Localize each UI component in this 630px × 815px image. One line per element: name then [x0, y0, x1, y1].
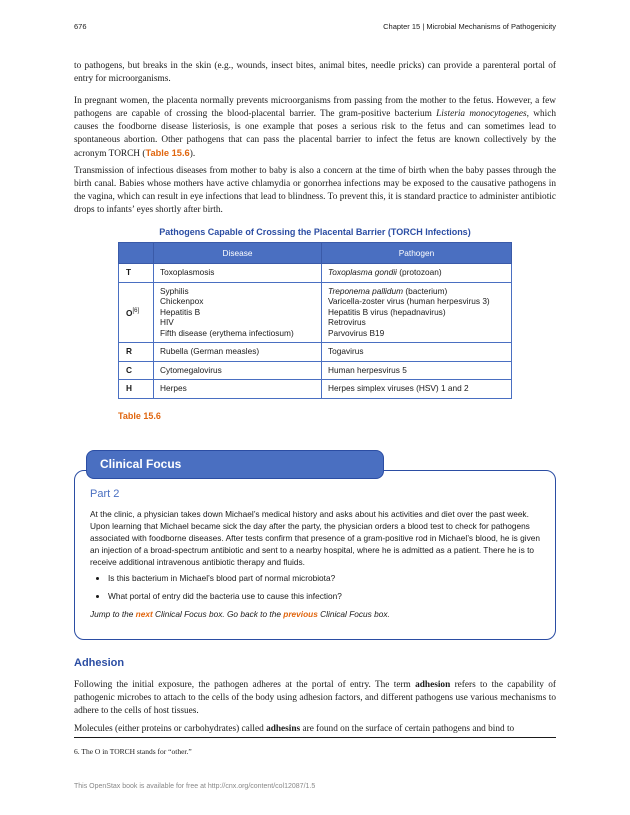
row-key: R [119, 343, 154, 362]
section-heading-adhesion: Adhesion [74, 657, 125, 669]
table-row [119, 343, 512, 362]
header-disease: Disease [154, 243, 322, 264]
disease-cell: Rubella (German measles) [154, 343, 322, 362]
row-key: O[6] [119, 282, 154, 343]
header-blank [119, 243, 154, 264]
clinical-focus-part: Part 2 [90, 488, 120, 500]
page-number: 676 [74, 22, 87, 31]
jump-text: Jump to the next Clinical Focus box. Go back to the previous Clinical Focus box. [90, 609, 390, 619]
question-list [90, 572, 542, 602]
adhesion-paragraph-2: Molecules (either proteins or carbohydrates) called adhesins are found on the surface of certain pathogens and bind to [74, 724, 515, 734]
clinical-focus-text: At the clinic, a physician takes down Michael’s medical history and asks about his activities and diet over the past week. Upon learning that Michael became sick the day after the party, the physician orders a blood test to check for pathogens associated with foodborne diseases. After tests confirm that presence of a gram-positive rod in Michael’s blood, he is given an injection of a broad-spectrum antibiotic and sent to a nearby hospital, where he is admitted as a patient. There he is to receive additional intravenous antibiotic therapy and fluids. [90, 509, 540, 567]
next-link[interactable]: next [135, 609, 153, 619]
table-row [119, 264, 512, 283]
pathogen-cell: Treponema pallidum (bacterium) Varicella-zoster virus (human herpesvirus 3) Hepatitis B virus (hepadnavirus) Retrovirus Parvovirus B19 [322, 282, 512, 343]
pathogen-cell: Toxoplasma gondii (protozoan) [322, 264, 512, 283]
disease-cell: Herpes [154, 380, 322, 399]
question-item: • What portal of entry did the bacteria use to cause this infection? [108, 590, 542, 602]
page-footer: This OpenStax book is available for free at http://cnx.org/content/col12087/1.5 [74, 783, 316, 790]
table-header-row [119, 243, 512, 264]
clinical-focus-content [90, 508, 542, 620]
pathogen-cell: Herpes simplex viruses (HSV) 1 and 2 [322, 380, 512, 399]
table-row [119, 361, 512, 380]
footnote-divider [74, 737, 556, 738]
paragraph-3: Transmission of infectious diseases from mother to baby is also a concern at the time of birth when the baby passes through the birth canal. Babies whose mothers have active chlamydia or gonorrhea infections may be exposed to the causative pathogens in the vagina, which can result in eye infections that lead to blindness. To prevent this, it is standard practice to administer antibiotic drops to infants’ eyes shortly after birth. [74, 166, 556, 215]
footnote: 6. The O in TORCH stands for “other.” [74, 747, 192, 756]
torch-table [118, 242, 512, 399]
adhesion-paragraph-1: Following the initial exposure, the pathogen adheres at the portal of entry. The term adhesion refers to the capability of pathogenic microbes to attach to the cells of the body using adhesion factors, and different pathogens use various mechanisms to adhere to the cells of host tissues. [74, 680, 556, 716]
table-caption: Pathogens Capable of Crossing the Placental Barrier (TORCH Infections) [159, 227, 471, 237]
row-key: H [119, 380, 154, 399]
table-link[interactable]: Table 15.6 [145, 148, 190, 158]
previous-link[interactable]: previous [283, 609, 318, 619]
chapter-title: Chapter 15 | Microbial Mechanisms of Pathogenicity [383, 22, 556, 31]
disease-cell: Syphilis Chickenpox Hepatitis B HIV Fifth disease (erythema infectiosum) [154, 282, 322, 343]
listeria-term: Listeria monocytogenes [436, 109, 527, 119]
pathogen-cell: Human herpesvirus 5 [322, 361, 512, 380]
table-row [119, 380, 512, 399]
footnote-ref[interactable]: [6] [132, 307, 140, 314]
table-label: Table 15.6 [118, 411, 161, 421]
pathogen-cell: Togavirus [322, 343, 512, 362]
paragraph-1: to pathogens, but breaks in the skin (e.g., wounds, insect bites, animal bites, needle pricks) can provide a parenteral portal of entry for microorganisms. [74, 61, 556, 84]
question-item: • Is this bacterium in Michael’s blood part of normal microbiota? [108, 572, 542, 584]
disease-cell: Cytomegalovirus [154, 361, 322, 380]
row-key: T [119, 264, 154, 283]
clinical-focus-title: Clinical Focus [86, 450, 384, 479]
paragraph-2: In pregnant women, the placenta normally prevents microorganisms from passing from the mother to the fetus. However, a few pathogens are capable of crossing the blood-placental barrier. The gram-positive bacterium Listeria monocytogenes, which causes the foodborne disease listeriosis, is one example that poses a serious risk to the fetus and can sometimes lead to spontaneous abortion. Other pathogens that can pass the placental barrier to infect the fetus are known collectively by the acronym TORCH (Table 15.6). [74, 96, 556, 159]
term-adhesion: adhesion [415, 680, 451, 690]
disease-cell: Toxoplasmosis [154, 264, 322, 283]
table-row [119, 282, 512, 343]
row-key: C [119, 361, 154, 380]
header-pathogen: Pathogen [322, 243, 512, 264]
term-adhesins: adhesins [266, 724, 301, 734]
